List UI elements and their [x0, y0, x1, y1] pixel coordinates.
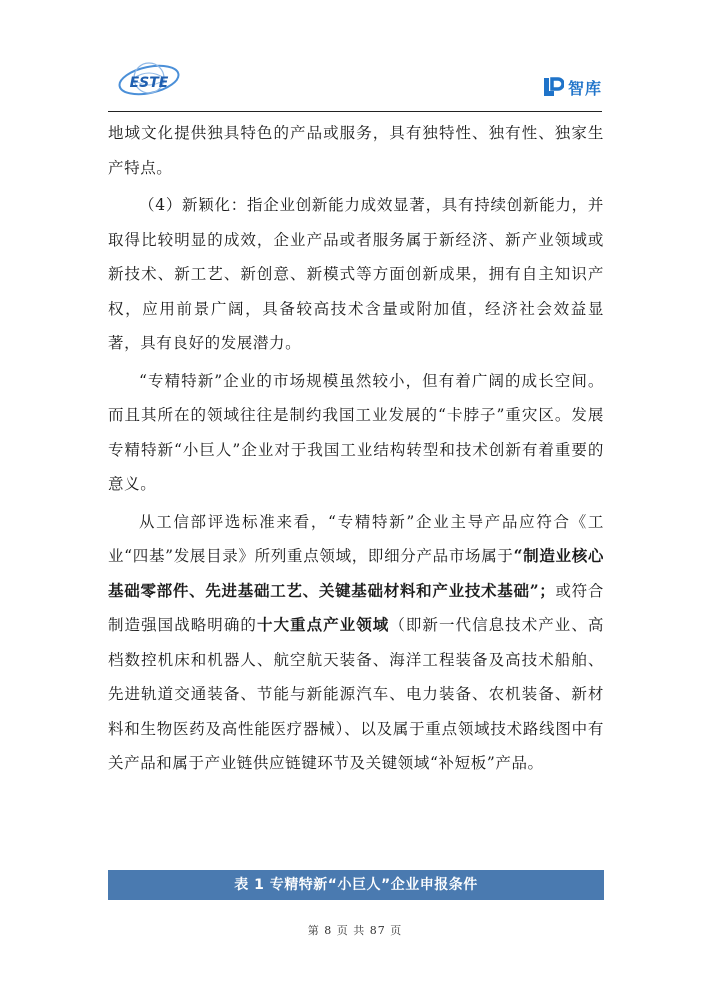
header-divider [108, 111, 602, 112]
lp-monogram-icon [542, 76, 564, 98]
body-text [108, 116, 604, 784]
paragraph-4-bold-ten-fields: 十大重点产业领域 [256, 615, 390, 634]
paragraph-4-part-e: （即新一代信息技术产业、高档数控机床和机器人、航空航天装备、海洋工程装备及高技术船舶、先进轨道交通装备、节能与新能源汽车、电力装备、农机装备、新材料和生物医药及高性能医疗器械）、以及属于重点领域技术路线图中有关产品和属于产业链供应链键环节及关键领域“补短板”产品。 [108, 616, 604, 772]
table-caption: 表 1 专精特新“小巨人”企业申报条件 [108, 870, 604, 900]
zhiku-logo [542, 74, 602, 100]
paragraph-1: 地域文化提供独具特色的产品或服务，具有独特性、独有性、独家生产特点。 [108, 124, 604, 177]
paragraph-4-part-a: 从工信部评选标准来看，“专精特新”企业主导产品应符合《工业“四基”发展目录》所列重点领域，即细分产品市场属于 [108, 512, 604, 565]
este-logo [116, 58, 182, 102]
este-logo-text: ESTE [129, 75, 169, 91]
paragraph-4-part-c: 或符合制造强国战略明确的 [108, 581, 604, 634]
paragraph-2: （4）新颖化：指企业创新能力成效显著，具有持续创新能力，并取得比较明显的成效，企业产品或者服务属于新经济、新产业领域或新技术、新工艺、新创意、新模式等方面创新成果，拥有自主知识产权，应用前景广阔，具备较高技术含量或附加值，经济社会效益显著，具有良好的发展潜力。 [108, 196, 604, 352]
page-footer: 第 8 页 共 87 页 [307, 924, 403, 937]
paragraph-4-bold-industries: “制造业核心基础零部件、先进基础工艺、关键基础材料和产业技术基础”； [108, 546, 604, 600]
zhiku-logo-text: 智库 [567, 78, 602, 98]
paragraph-4 [108, 505, 604, 781]
page-header [108, 52, 602, 112]
paragraph-3: “专精特新”企业的市场规模虽然较小，但有着广阔的成长空间。而且其所在的领域往往是制约我国工业发展的“卡脖子”重灾区。发展专精特新“小巨人”企业对于我国工业结构转型和技术创新有着重要的意义。 [108, 371, 604, 493]
